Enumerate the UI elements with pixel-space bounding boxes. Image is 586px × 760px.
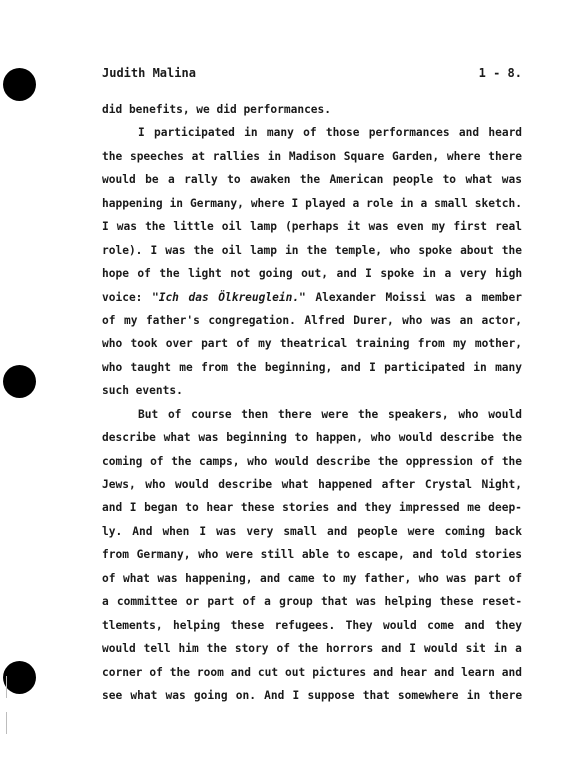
text-line: such events.: [102, 384, 183, 398]
text-line: see what was going on. And I suppose that somewhere in there: [102, 688, 523, 702]
text-line: describe what was beginning to happen, who would describe the: [102, 431, 522, 445]
text-line: voice: "Ich das Ölkreuglein." Alexander Moissi was a member: [102, 290, 522, 304]
text-line: would be a rally to awaken the American people to what was: [102, 173, 522, 187]
page-edge-mark: [6, 712, 7, 734]
text-line: would tell him the story of the horrors and I would sit in a: [102, 642, 522, 656]
binder-hole: [3, 365, 36, 398]
text-line: of my father's congregation. Alfred Durer, who was an actor,: [102, 313, 522, 327]
text-line: did benefits, we did performances.: [102, 103, 332, 116]
transcript-body: [102, 98, 522, 707]
text-line: of what was happening, and came to my father, who was part of: [102, 571, 522, 585]
text-line: from Germany, who were still able to escape, and told stories: [102, 548, 523, 562]
text-line: hope of the light not going out, and I spoke in a very high: [102, 267, 523, 281]
text-line: corner of the room and cut out pictures and hear and learn and: [102, 665, 522, 679]
page-edge-mark: [6, 676, 7, 698]
text-line: the speeches at rallies in Madison Square Garden, where there: [102, 149, 522, 163]
text-line: who took over part of my theatrical training from my mother,: [102, 337, 523, 351]
text-line: ly. And when I was very small and people were coming back: [102, 524, 522, 538]
text-line: and I began to hear these stories and they impressed me deep-: [102, 501, 522, 515]
text-line: tlements, helping these refugees. They would come and they: [102, 618, 522, 632]
page-header: [102, 66, 522, 82]
binder-hole: [3, 661, 36, 694]
text-line: Jews, who would describe what happened after Crystal Night,: [102, 478, 522, 491]
text-line: role). I was the oil lamp in the temple, who spoke about the: [102, 243, 523, 257]
text-line: happening in Germany, where I played a role in a small sketch.: [102, 196, 522, 210]
text-line: who taught me from the beginning, and I participated in many: [102, 360, 523, 374]
author-name: Judith Malina: [102, 66, 196, 80]
text-line: I participated in many of those performances and heard: [138, 126, 523, 140]
text-line: a committee or part of a group that was helping these reset-: [102, 595, 523, 609]
page-number: 1 - 8.: [478, 66, 522, 80]
binder-hole: [3, 68, 36, 101]
text-line: coming of the camps, who would describe the oppression of the: [102, 454, 523, 468]
text-line: I was the little oil lamp (perhaps it was even my first real: [102, 220, 523, 234]
text-line: But of course then there were the speakers, who would: [138, 407, 522, 421]
